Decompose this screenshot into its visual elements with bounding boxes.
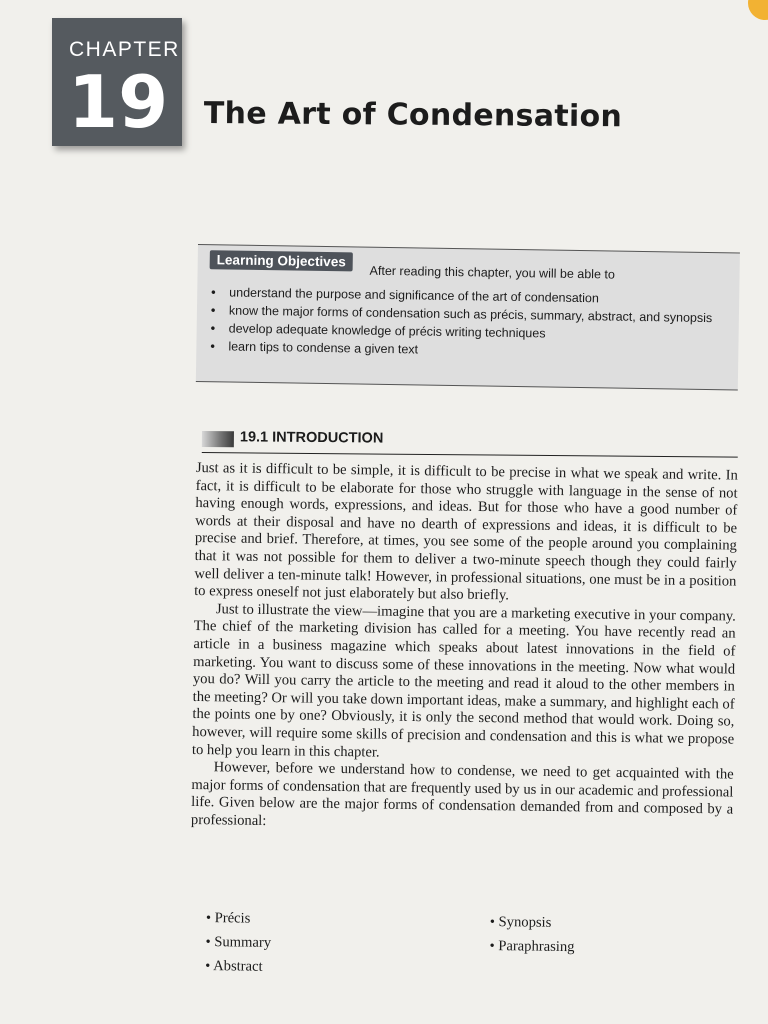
corner-mark: [748, 0, 768, 20]
objective-text: know the major forms of condensation such as précis, summary, abstract, and synopsis: [228, 303, 713, 326]
learning-objectives-intro: After reading this chapter, you will be able to: [369, 263, 615, 282]
section-body: [191, 460, 738, 837]
bullet-icon: •: [211, 285, 216, 300]
bullet-icon: •: [210, 321, 216, 336]
bullet-icon: •: [210, 339, 215, 354]
paragraph: However, before we understand how to condense, we need to get acquainted with the major forms of condensation that are frequently used by us in our academic and professional life. Given below are the major forms of condensation demanded from and composed by a professional:: [190, 759, 734, 829]
learning-objectives-list: [210, 283, 712, 363]
objective-text: learn tips to condense a given text: [228, 339, 419, 357]
condensation-forms-list: [205, 910, 626, 986]
learning-objectives-box: [196, 244, 740, 390]
objective-text: understand the purpose and significance of the art of condensation: [229, 285, 600, 306]
form-item: • Paraphrasing: [489, 937, 575, 956]
bullet-icon: •: [210, 303, 216, 318]
section-marker-icon: [202, 431, 234, 447]
form-item: • Abstract: [205, 957, 263, 975]
learning-objectives-tag: Learning Objectives: [210, 250, 353, 271]
form-item: • Synopsis: [489, 913, 552, 931]
form-item: • Summary: [205, 933, 272, 951]
paragraph: Just to illustrate the view—imagine that you are a marketing executive in your company. The chief of the marketing division has called for a meeting. You have recently read an article in a business magazine which speaks about latest innovations in the field of marketing. You want to discuss some of these innovations in the meeting. Now what would you do? Will you carry the article to the meeting and read it aloud to the other members in the meeting? Or will you take down important ideas, make a summary, and highlight each of the points one by one? Obviously, it is only the second method that would work. Doing so, however, will require some skills of precision and condensation and this is what we propose to help you learn in this chapter.: [191, 601, 736, 761]
form-item: • Précis: [205, 910, 251, 927]
chapter-title: The Art of Condensation: [203, 96, 623, 135]
objective-text: develop adequate knowledge of précis writing techniques: [228, 321, 546, 341]
paragraph: Just as it is difficult to be simple, it is difficult to be precise in what we speak and write. In fact, it is difficult to be elaborate for those who struggle with language in the sense of not having enough words, expressions, and ideas. But for those who have a good number of words at their disposal and have no dearth of expressions and ideas, it is difficult to be precise and brief. Therefore, at times, you see some of the people around you complaining that it was not possible for them to deliver a two-minute speech though they could fairly well deliver a ten-minute talk! However, in professional situations, one must be in a position to express oneself not just elaborately but also briefly.: [194, 460, 738, 604]
section-heading: [202, 428, 738, 458]
section-title: 19.1 INTRODUCTION: [239, 429, 384, 447]
chapter-badge: [52, 18, 182, 146]
chapter-label: CHAPTER: [69, 38, 180, 61]
chapter-number: 19: [68, 60, 169, 144]
